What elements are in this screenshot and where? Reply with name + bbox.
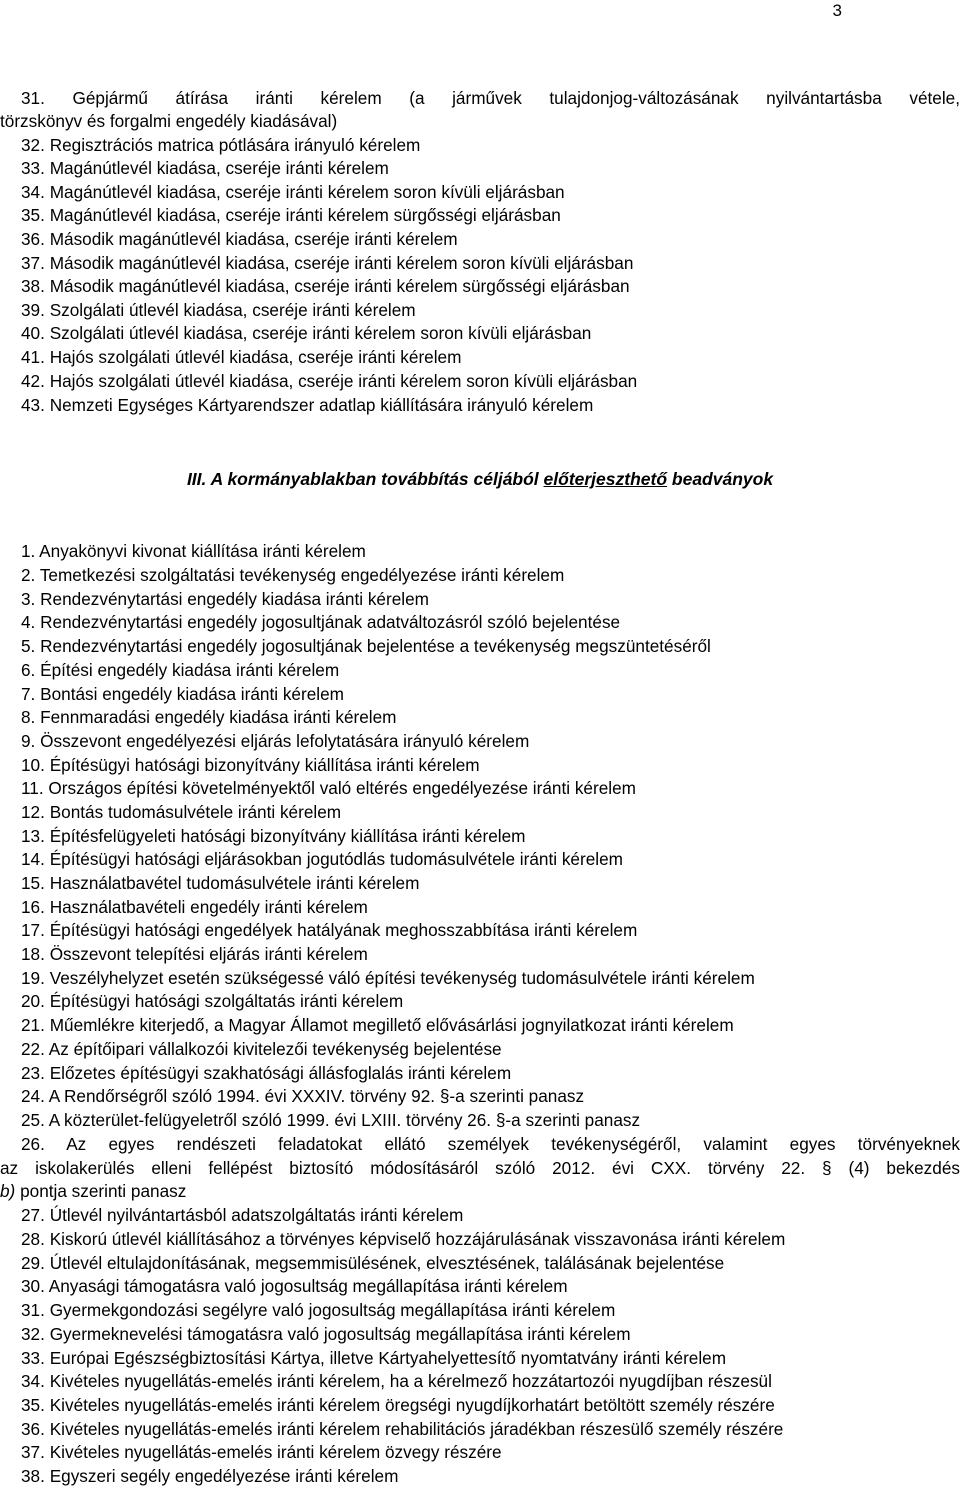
list-item [21, 1441, 960, 1465]
list-item [21, 635, 960, 659]
list-item [21, 346, 960, 370]
item-text: Temetkezési szolgáltatási tevékenység engedélyezése iránti kérelem [39, 565, 565, 585]
item-text: Útlevél nyilvántartásból adatszolgáltatás iránti kérelem [49, 1205, 464, 1225]
list-item [21, 706, 960, 730]
item-number: 37. [21, 253, 45, 273]
item-text: Szolgálati útlevél kiadása, cseréje iránti kérelem soron kívüli eljárásban [49, 323, 592, 343]
item-number: 3. [21, 589, 36, 609]
item-text: Műemlékre kiterjedő, a Magyar Államot megillető elővásárlási jognyilatkozat iránti kérelem [49, 1015, 734, 1035]
item-text: Veszélyhelyzet esetén szükségessé váló építési tevékenység tudomásulvétele iránti kérelem [49, 968, 755, 988]
item-number: 37. [21, 1442, 45, 1462]
list-item [21, 1418, 960, 1442]
list-item [21, 252, 960, 276]
list-item [21, 564, 960, 588]
item-text: Hajós szolgálati útlevél kiadása, cseréje iránti kérelem [49, 347, 462, 367]
list-item [21, 1465, 960, 1489]
list-item [21, 204, 960, 228]
item-text: Anyakönyvi kivonat kiállítása iránti kérelem [39, 541, 366, 561]
item-text: Magánútlevél kiadása, cseréje iránti kérelem [49, 158, 389, 178]
item-number: 29. [21, 1253, 45, 1273]
list-item [21, 134, 960, 158]
list-item [21, 299, 960, 323]
list-item [21, 588, 960, 612]
item-text: Használatbavételi engedély iránti kérelem [49, 897, 368, 917]
item-text: Az építőipari vállalkozói kivitelezői tevékenység bejelentése [48, 1039, 502, 1059]
item-number: 26. [21, 1134, 45, 1154]
heading-prefix: III. A kormányablakban továbbítás céljából [186, 469, 544, 489]
item-number: 1. [21, 541, 36, 561]
list-item [21, 275, 960, 299]
item-number: 15. [21, 873, 45, 893]
item-number: 39. [21, 300, 45, 320]
item-text: Kivételes nyugellátás-emelés iránti kérelem özvegy részére [49, 1442, 502, 1462]
list-item [21, 943, 960, 967]
list-item [21, 322, 960, 346]
list-item [21, 1228, 960, 1252]
list-item [21, 1014, 960, 1038]
heading-underlined: előterjeszthető [543, 469, 668, 489]
item-text: Építésügyi hatósági eljárásokban jogutódlás tudomásulvétele iránti kérelem [49, 849, 623, 869]
item-text: Magánútlevél kiadása, cseréje iránti kérelem soron kívüli eljárásban [49, 182, 565, 202]
item-number: 36. [21, 1419, 45, 1439]
list-item [21, 1133, 960, 1157]
item-text: Kivételes nyugellátás-emelés iránti kérelem rehabilitációs járadékban részesülő személy részére [49, 1419, 784, 1439]
list-item [21, 157, 960, 181]
item-number: 32. [21, 1324, 45, 1344]
item-number: 27. [21, 1205, 45, 1225]
item-text: Regisztrációs matrica pótlására irányuló kérelem [49, 135, 421, 155]
item-number: 9. [21, 731, 36, 751]
item-number: 5. [21, 636, 36, 656]
list-item [21, 394, 960, 418]
item-text: törzskönyv és forgalmi engedély kiadásával) [0, 111, 338, 131]
list-item [21, 1323, 960, 1347]
item-text: Bontási engedély kiadása iránti kérelem [40, 684, 344, 704]
item-text: A Rendőrségről szóló 1994. évi XXXIV. törvény 92. §-a szerinti panasz [48, 1086, 585, 1106]
list-item [21, 181, 960, 205]
item-number: 2. [21, 565, 36, 585]
list-item [21, 1085, 960, 1109]
item-text: Útlevél eltulajdonításának, megsemmisülésének, elvesztésének, találásának bejelentése [49, 1253, 725, 1273]
item-text: Második magánútlevél kiadása, cseréje iránti kérelem soron kívüli eljárásban [49, 253, 634, 273]
item-number: 23. [21, 1063, 45, 1083]
list-item [21, 659, 960, 683]
item-text: Anyasági támogatásra való jogosultság megállapítása iránti kérelem [48, 1276, 568, 1296]
list-item [21, 919, 960, 943]
list-item-continuation [0, 1157, 960, 1181]
item-number: 12. [21, 802, 45, 822]
item-number: 7. [21, 684, 36, 704]
item-text: az iskolakerülés elleni fellépést biztosító módosításáról szóló 2012. évi CXX. törvény 22. § (4) bekezdés [0, 1158, 960, 1178]
item-text: Második magánútlevél kiadása, cseréje iránti kérelem [49, 229, 458, 249]
item-text: Országos építési követelményektől való eltérés engedélyezése iránti kérelem [48, 778, 636, 798]
item-number: 6. [21, 660, 36, 680]
item-number: 25. [21, 1110, 45, 1130]
item-text: Magánútlevél kiadása, cseréje iránti kérelem sürgősségi eljárásban [49, 205, 561, 225]
item-text: Gyermeknevelési támogatásra való jogosultság megállapítása iránti kérelem [49, 1324, 631, 1344]
item-text: Rendezvénytartási engedély jogosultjának adatváltozásról szóló bejelentése [40, 612, 621, 632]
list-item [21, 228, 960, 252]
item-text: Gyermekgondozási segélyre való jogosultság megállapítása iránti kérelem [49, 1300, 616, 1320]
item-number: 10. [21, 755, 45, 775]
item-text: Bontás tudomásulvétele iránti kérelem [49, 802, 342, 822]
item-number: 33. [21, 158, 45, 178]
list-item [21, 967, 960, 991]
item-text: Építési engedély kiadása iránti kérelem [40, 660, 340, 680]
page-number: 3 [832, 1, 842, 20]
item-text: Fennmaradási engedély kiadása iránti kérelem [40, 707, 397, 727]
item-text: Az egyes rendészeti feladatokat ellátó személyek tevékenységéről, valamint egyes törvényeknek [66, 1134, 960, 1154]
list-item [21, 1370, 960, 1394]
list-item [21, 1299, 960, 1323]
list-item-continuation [0, 1180, 960, 1204]
item-number: 31. [21, 88, 45, 108]
item-text: Építésügyi hatósági szolgáltatás iránti kérelem [49, 991, 404, 1011]
item-number: 38. [21, 1466, 45, 1486]
section-heading [0, 469, 960, 490]
item-number: 17. [21, 920, 45, 940]
item-text: Gépjármű átírása iránti kérelem (a járművek tulajdonjog-változásának nyilvántartásba vétele, [72, 88, 960, 108]
item-number: 8. [21, 707, 36, 727]
item-text: Kivételes nyugellátás-emelés iránti kérelem öregségi nyugdíjkorhatárt betöltött személy részére [49, 1395, 775, 1415]
item-number: 13. [21, 826, 45, 846]
list-item [21, 1347, 960, 1371]
list-item [21, 540, 960, 564]
item-number: 22. [21, 1039, 45, 1059]
item-number: 32. [21, 135, 45, 155]
list-item [21, 848, 960, 872]
list-item [21, 990, 960, 1014]
list-item [21, 825, 960, 849]
item-number: 30. [21, 1276, 45, 1296]
item-number: 35. [21, 1395, 45, 1415]
item-text: Összevont telepítési eljárás iránti kérelem [49, 944, 368, 964]
item-text: Előzetes építésügyi szakhatósági állásfoglalás iránti kérelem [49, 1063, 512, 1083]
item-number: 14. [21, 849, 45, 869]
item-text: Európai Egészségbiztosítási Kártya, illetve Kártyahelyettesítő nyomtatvány iránti kérelem [49, 1348, 727, 1368]
item-text: Rendezvénytartási engedély kiadása iránti kérelem [40, 589, 429, 609]
item-number: 31. [21, 1300, 45, 1320]
item-text: A közterület-felügyeletről szóló 1999. évi LXIII. törvény 26. §-a szerinti panasz [48, 1110, 641, 1130]
item-number: 33. [21, 1348, 45, 1368]
item-text: Egyszeri segély engedélyezése iránti kérelem [49, 1466, 399, 1486]
item-text: Rendezvénytartási engedély jogosultjának bejelentése a tevékenység megszüntetéséről [40, 636, 711, 656]
list-item [21, 1252, 960, 1276]
list-item [21, 896, 960, 920]
item-text: Második magánútlevél kiadása, cseréje iránti kérelem sürgősségi eljárásban [49, 276, 630, 296]
item-number: 19. [21, 968, 45, 988]
item-number: 16. [21, 897, 45, 917]
item-text: Hajós szolgálati útlevél kiadása, cseréje iránti kérelem soron kívüli eljárásban [49, 371, 638, 391]
list-item [21, 611, 960, 635]
list-item [21, 801, 960, 825]
item-text: Építésügyi hatósági engedélyek hatályának meghosszabbítása iránti kérelem [49, 920, 638, 940]
item-number: 36. [21, 229, 45, 249]
list-item [21, 1275, 960, 1299]
list-item [21, 1394, 960, 1418]
item-number: 4. [21, 612, 36, 632]
item-number: 42. [21, 371, 45, 391]
item-number: 40. [21, 323, 45, 343]
item-number: 41. [21, 347, 45, 367]
list-item [21, 872, 960, 896]
item-number: 28. [21, 1229, 45, 1249]
item-text: pontja szerinti panasz [15, 1181, 187, 1201]
item-number: 24. [21, 1086, 45, 1106]
item-text: Szolgálati útlevél kiadása, cseréje iránti kérelem [49, 300, 416, 320]
list-item [21, 1109, 960, 1133]
list-item [21, 683, 960, 707]
list-item [21, 730, 960, 754]
list-item [21, 370, 960, 394]
item-number: 34. [21, 182, 45, 202]
item-text: Kivételes nyugellátás-emelés iránti kérelem, ha a kérelmező hozzátartozói nyugdíjban részesül [49, 1371, 772, 1391]
item-text: Nemzeti Egységes Kártyarendszer adatlap kiállítására irányuló kérelem [49, 395, 594, 415]
list-item [21, 1038, 960, 1062]
item-number: 43. [21, 395, 45, 415]
item-number: 11. [21, 778, 44, 798]
item-number: 18. [21, 944, 45, 964]
list-item [21, 777, 960, 801]
item-number: 34. [21, 1371, 45, 1391]
item-text: Építésfelügyeleti hatósági bizonyítvány kiállítása iránti kérelem [49, 826, 526, 846]
list-item-continuation [0, 110, 960, 134]
list-item [21, 1062, 960, 1086]
item-number: 38. [21, 276, 45, 296]
item-number: 21. [21, 1015, 45, 1035]
item-number: 20. [21, 991, 45, 1011]
list-item [21, 754, 960, 778]
list-item [21, 87, 960, 111]
item-number: 35. [21, 205, 45, 225]
item-text-italic: b) [0, 1181, 16, 1201]
heading-suffix: beadványok [667, 469, 774, 489]
item-text: Használatbavétel tudomásulvétele iránti kérelem [49, 873, 420, 893]
list-item [21, 1204, 960, 1228]
item-text: Építésügyi hatósági bizonyítvány kiállítása iránti kérelem [49, 755, 480, 775]
item-text: Összevont engedélyezési eljárás lefolytatására irányuló kérelem [40, 731, 530, 751]
item-text: Kiskorú útlevél kiállításához a törvényes képviselő hozzájárulásának visszavonása iránti kérelem [49, 1229, 786, 1249]
